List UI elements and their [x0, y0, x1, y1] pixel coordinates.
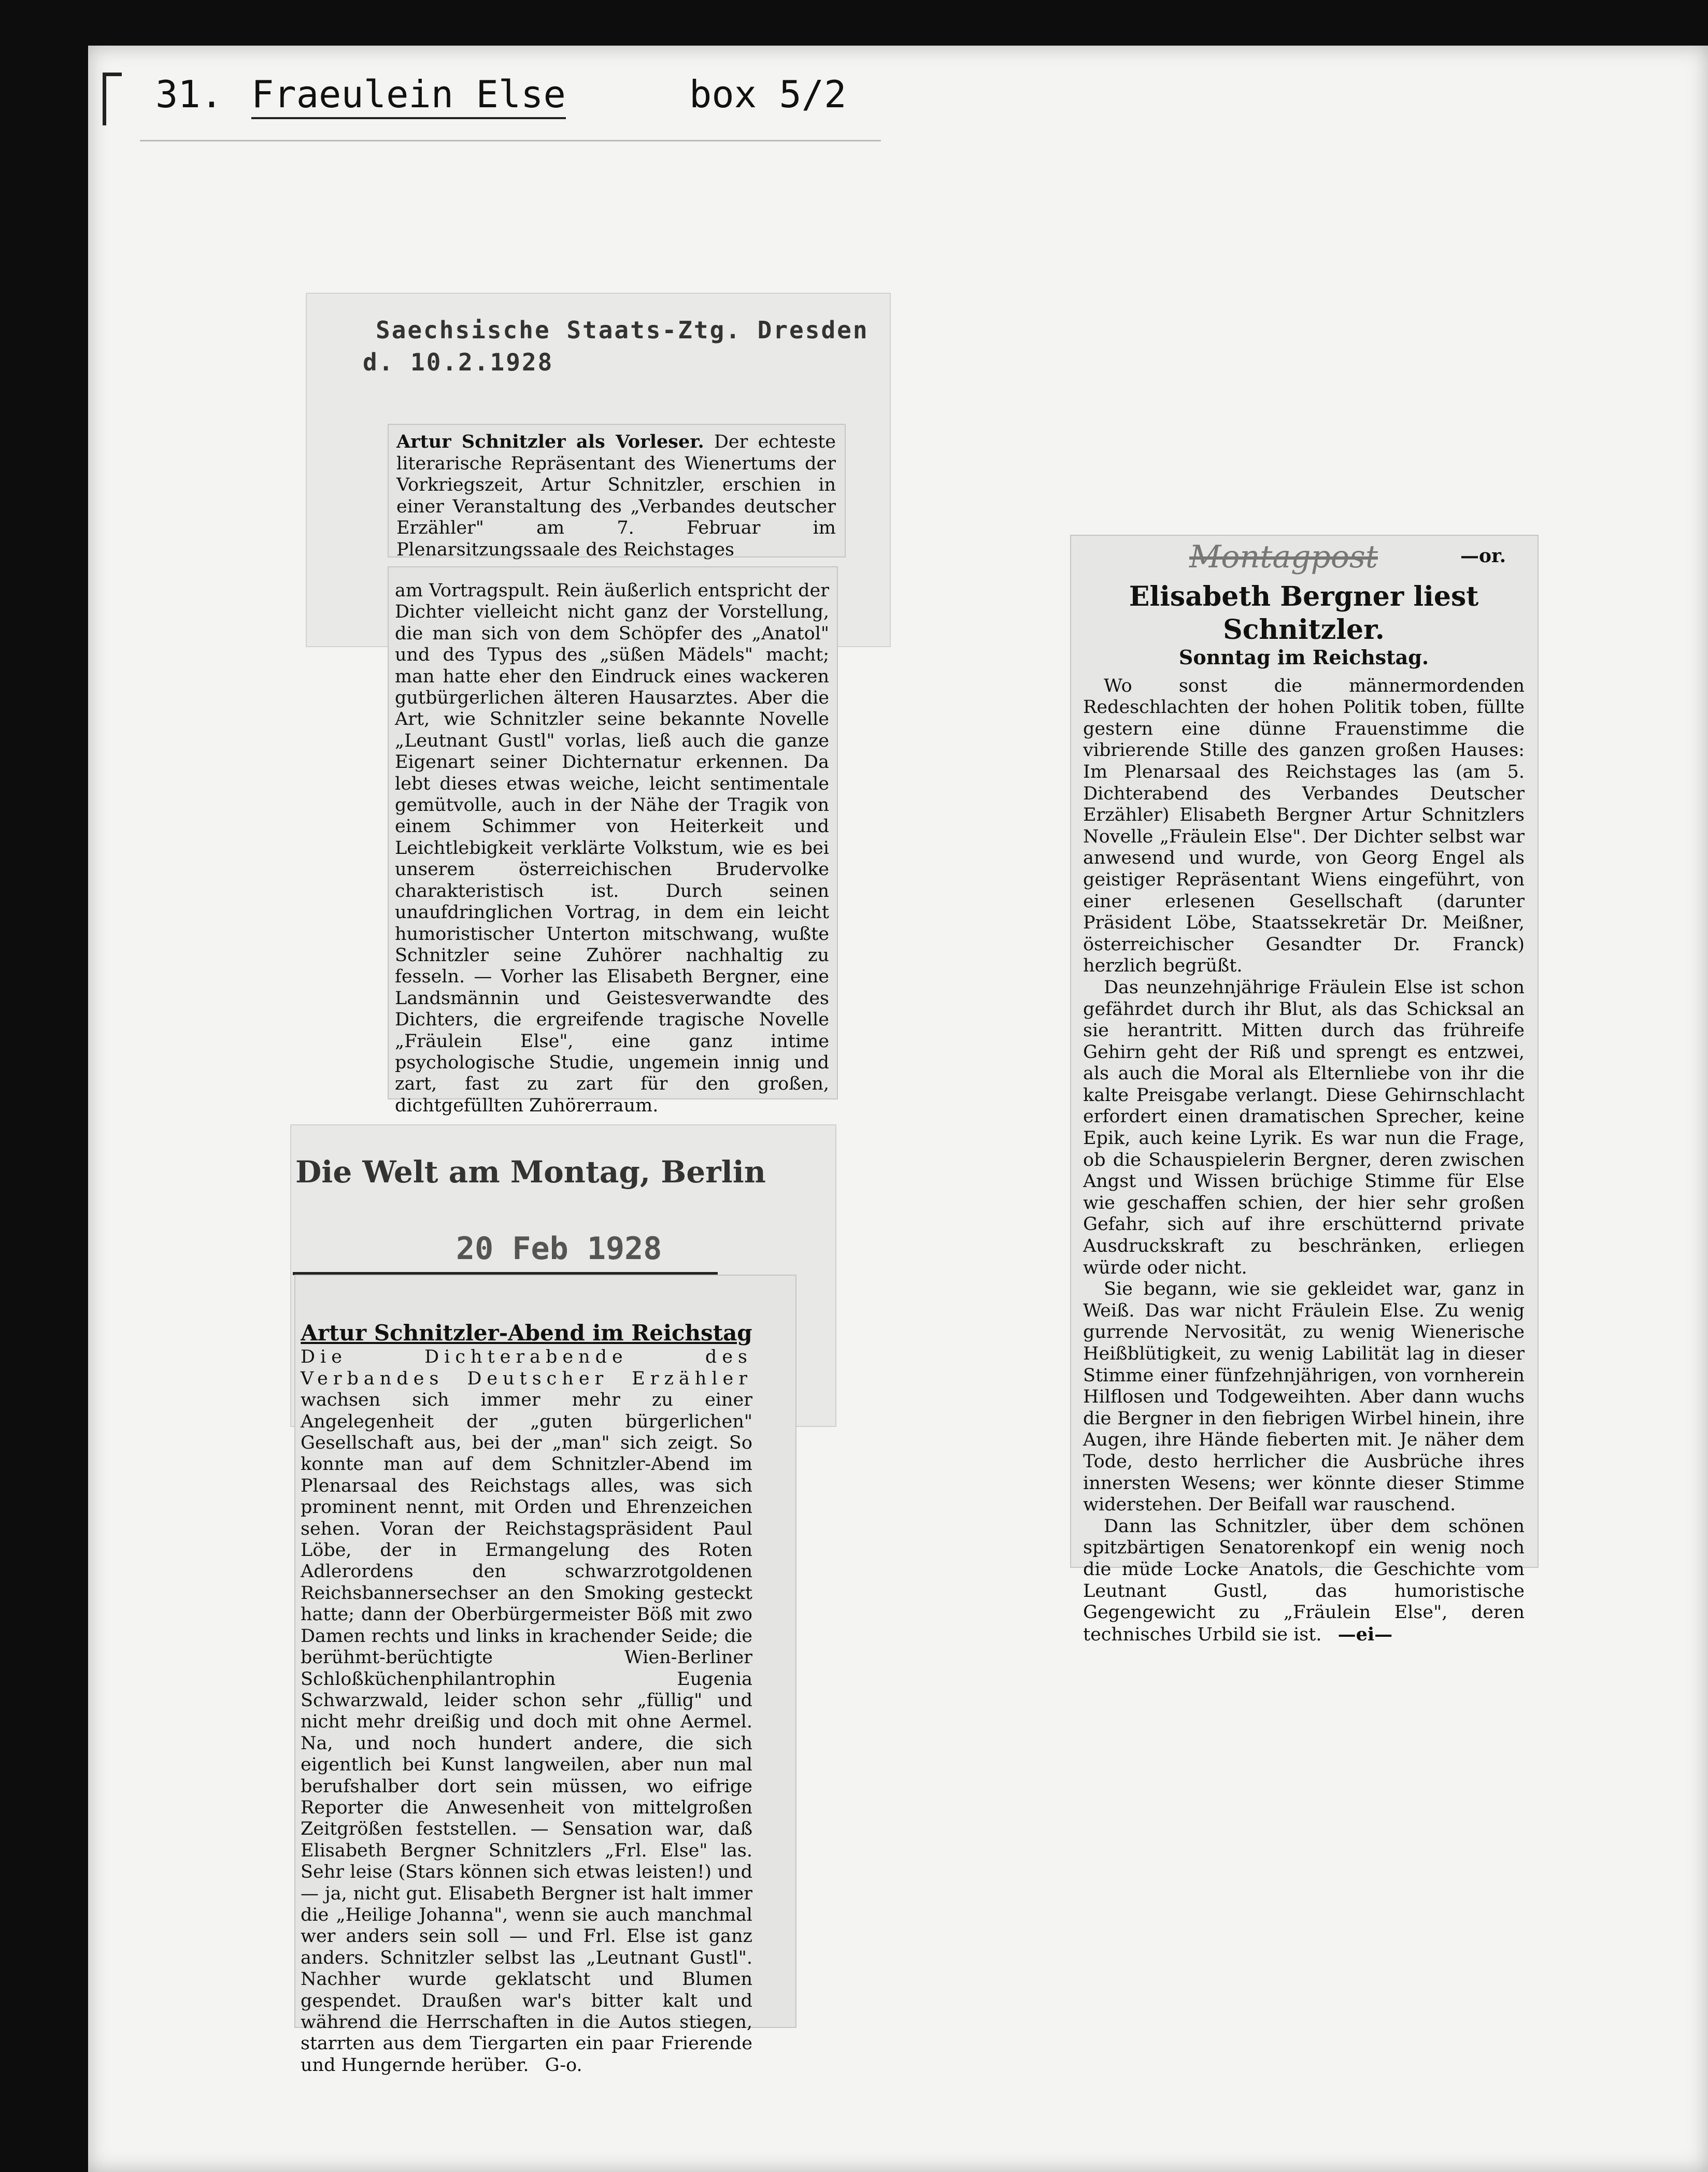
article-welt-lead: Die Dichterabende des Verbandes Deutscher Erzähler	[301, 1347, 752, 1389]
article-bergner-signature: —ei—	[1337, 1623, 1393, 1645]
article-welt-heading: Artur Schnitzler-Abend im Reichstag	[301, 1320, 752, 1346]
article-welt	[301, 1322, 752, 2076]
source-stamp: Die Welt am Montag, Berlin	[295, 1154, 766, 1190]
date-stamp: d. 10.2.1928	[363, 348, 554, 376]
source-stamp: Saechsische Staats-Ztg. Dresden	[376, 316, 869, 344]
article-bergner-heading: Elisabeth Bergner liest Schnitzler.	[1129, 581, 1479, 646]
article-bergner-para4: Dann las Schnitzler, über dem schönen spitzbärtigen Senatorenkopf ein wenig noch die müde Locke Anatols, die Geschichte vom Leutnant Gustl, das humoristische Gegengewicht zu „Fräulein Else", deren technisches Urbild sie ist.	[1083, 1516, 1525, 1645]
folder-title: Fraeulein Else	[251, 73, 566, 119]
box-label: box 5/2	[689, 73, 847, 116]
article-dresden-para2: am Vortragspult. Rein äußerlich entspricht der Dichter vielleicht nicht ganz der Vorstellung, die man sich von dem Schöpfer des „Anatol" und des Typus des „süßen Mädels" macht; man hatte eher den Eindruck eines wackeren gutbürgerlichen älteren Hausarztes. Aber die Art, wie Schnitzler seine bekannte Novelle „Leutnant Gustl" vorlas, ließ auch die ganze Eigenart seiner Dichternatur erkennen. Da lebt dieses etwas weiche, leicht sentimentale gemütvolle, auch in der Nähe der Tragik von einem Schimmer von Heiterkeit und Leichtlebigkeit verklärte Volkstum, wie es bei unserem österreichischen Brudervolke charakteristisch ist. Durch seinen unaufdringlichen Vortrag, in dem ein leicht humoristischer Unterton mitschwang, wußte Schnitzler seine Zuhörer nachhaltig zu fesseln. — Vorher las Elisabeth Bergner, eine Landsmännin und Geistesverwandte des Dichters, die ergreifende tragische Novelle „Fräulein Else", eine ganz intime psychologische Studie, ungemein innig und zart, fast zu zart für den großen, dichtgefüllten Zuhörerraum.	[395, 580, 829, 1116]
header-rule	[140, 140, 881, 141]
article-bergner	[1083, 580, 1525, 1646]
folder-number: 31.	[155, 73, 223, 116]
article-dresden-heading: Artur Schnitzler als Vorleser.	[396, 431, 704, 452]
article-bergner-para2: Das neunzehnjährige Fräulein Else ist schon gefährdet durch ihr Blut, als das Schicksal an sie herantritt. Mitten durch das frühreife Gehirn geht der Riß und sprengt es entzwei, als auch die Moral als Elternliebe von ihr die kalte Preisgabe verlangt. Diese Gehirnschlacht erfordert einen dramatischen Sprecher, keine Epik, auch keine Lyrik. Es war nun die Frage, ob die Schauspielerin Bergner, deren zwischen Angst und Wissen brüchige Stimme für Else wie geschaffen schien, der hier sehr großen Gefahr, sich auf ihre erschütternd private Ausdruckskraft zu beschränken, erliegen würde oder nicht.	[1083, 977, 1525, 1278]
article-dresden-lead	[396, 431, 836, 561]
article-bergner-para3: Sie begann, wie sie gekleidet war, ganz in Weiß. Das war nicht Fräulein Else. Zu wenig gurrende Nervosität, zu wenig Wienerische Heißblütigkeit, zu wenig Labilität lag in dieser Stimme einer fünfzehnjährigen, von vornherein Hilflosen und Todgeweihten. Aber dann wuchs die Bergner in den fiebrigen Wirbel hinein, ihre Augen, ihre Hände fieberten mit. Je näher dem Tode, desto herrlicher die Ausbrüche ihres innersten Wesens; wer könnte dieser Stimme widerstehen. Der Beifall war rauschend.	[1083, 1279, 1525, 1516]
article-bergner-subheading: Sonntag im Reichstag.	[1178, 646, 1429, 669]
article-bergner-tag: —or.	[1460, 545, 1506, 567]
corner-bracket	[103, 73, 122, 125]
handwritten-note: Montagpost	[1189, 539, 1378, 575]
article-welt-body: wachsen sich immer mehr zu einer Angelegenheit der „guten bürgerlichen" Gesellschaft aus, bei der „man" sich zeigt. So konnte man auf dem Schnitzler-Abend im Plenarsaal des Reichstags alles, was sich prominent nennt, mit Orden und Ehrenzeichen sehen. Voran der Reichstagspräsident Paul Löbe, der in Ermangelung des Roten Adlerordens den schwarzrotgoldenen Reichsbannersechser an den Smoking gesteckt hatte; dann der Oberbürgermeister Böß mit zwo Damen rechts und links in krachender Seide; die berühmt-berüchtigte Wien-Berliner Schloßküchenphilantrophin Eugenia Schwarzwald, leider schon sehr „füllig" und nicht mehr dreißig und doch mit ohne Aermel. Na, und noch hundert andere, die sich eigentlich bei Kunst langweilen, aber nun mal berufshalber dort sein müssen, wo eifrige Reporter die Anwesenheit von mittelgroßen Zeitgrößen feststellen. — Sensation war, daß Elisabeth Bergner Schnitzlers „Frl. Else" las. Sehr leise (Stars können sich etwas leisten!) und — ja, nicht gut. Elisabeth Bergner ist halt immer die „Heilige Johanna", wenn sie auch manchmal wer anders sein soll — und Frl. Else ist ganz anders. Schnitzler selbst las „Leutnant Gustl". Nachher wurde geklatscht und Blumen gespendet. Draußen war's bitter kalt und während die Herrschaften in die Autos stiegen, starrten aus dem Tiergarten ein paar Frierende und Hungernde herüber.	[301, 1390, 752, 2076]
article-welt-signature: G-o.	[545, 2054, 582, 2076]
article-dresden-body	[395, 580, 829, 1117]
date-stamp: 20 Feb 1928	[456, 1231, 662, 1267]
article-bergner-para1: Wo sonst die männermordenden Redeschlachten der hohen Politik toben, füllte gestern eine dünne Frauenstimme die vibrierende Stille des ganzen großen Hauses: Im Plenarsaal des Reichstages las (am 5. Dichterabend des Verbandes Deutscher Erzähler) Elisabeth Bergner Artur Schnitzlers Novelle „Fräulein Else". Der Dichter selbst war anwesend und wurde, von Georg Engel als geistiger Repräsentant Wiens eingeführt, von einer erlesenen Gesellschaft (darunter Präsident Löbe, Staatssekretär Dr. Meißner, österreichischer Gesandter Dr. Franck) herzlich begrüßt.	[1083, 675, 1525, 977]
article-dresden-para1: Der echteste literarische Repräsentant des Wienertums der Vorkriegszeit, Artur Schnitzler, erschien in einer Veranstaltung des „Verbandes deutscher Erzähler" am 7. Februar im Plenarsitzungssaale des Reichstages	[396, 432, 836, 560]
